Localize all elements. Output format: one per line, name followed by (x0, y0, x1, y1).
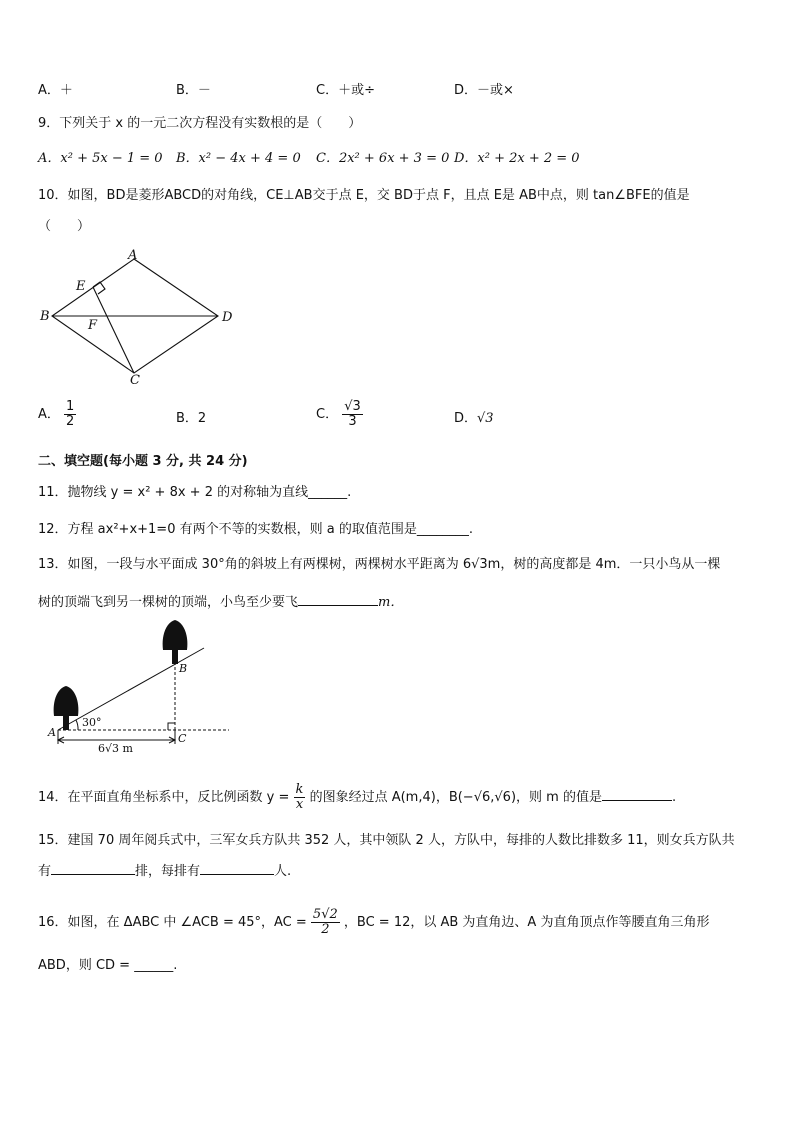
q10-option-d (454, 410, 494, 428)
q8-option-b: B．－ (176, 83, 211, 98)
frac-num: 5√2 (312, 907, 338, 922)
tree-right-crown (163, 620, 188, 650)
q14-part-a: 14．在平面直角坐标系中，反比例函数 y = (38, 790, 290, 805)
label-c: C (178, 732, 187, 745)
label-b: B (40, 309, 50, 324)
q8-option-a: A．＋ (38, 83, 73, 98)
q13-slope-figure (44, 620, 234, 755)
tree-right (163, 620, 188, 664)
frac-num: 1 (66, 399, 75, 414)
q15-blank-per-row (200, 862, 274, 875)
q10-stem-paren: （ ） (38, 219, 91, 234)
label-f: F (88, 318, 98, 333)
q10-option-c (316, 400, 363, 429)
q15-line1: 15．建国 70 周年阅兵式中，三军女兵方队共 352 人，其中领队 2 人，方队中，每排的人数比排数多 11，则女兵方队共 (38, 833, 735, 848)
q14-text (38, 783, 676, 812)
frac-den: 2 (321, 922, 330, 937)
q10-option-d-label: D． (454, 411, 478, 426)
q16-part-a: 16．如图，在 ΔABC 中 ∠ACB = 45°，AC = (38, 915, 307, 930)
q11-text: 11．抛物线 y = x² + 8x + 2 的对称轴为直线______. (38, 485, 352, 500)
q13-answer-blank (298, 593, 378, 606)
q12-text: 12．方程 ax²+x+1=0 有两个不等的实数根，则 a 的取值范围是________. (38, 522, 473, 537)
q13-unit: m． (378, 595, 404, 610)
q15-part-b: 排，每排有 (135, 864, 201, 879)
q10-option-a-label: A． (38, 407, 60, 422)
q15-blank-rows (51, 862, 135, 875)
q15-part-a: 有 (38, 864, 52, 879)
q16-line2: ABD，则 CD = ______. (38, 958, 178, 973)
q10-rhombus-figure (36, 245, 246, 390)
q9-option-b: B．x² − 4x + 4 = 0 (176, 151, 301, 166)
q8-option-c: C．＋或÷ (316, 83, 375, 98)
frac-num: k (295, 782, 304, 797)
frac-den: 3 (348, 414, 357, 429)
q10-stem: 10．如图，BD是菱形ABCD的对角线，CE⊥AB交于点 E，交 BD于点 F，且点 E是 AB中点，则 tan∠BFE的值是 (38, 188, 690, 203)
slope-line (58, 648, 204, 730)
label-e: E (76, 279, 86, 294)
frac-den: x (295, 797, 304, 812)
q15-part-c: 人. (274, 864, 292, 879)
label-c: C (130, 373, 140, 388)
frac-num: √3 (344, 399, 361, 414)
q10-option-a-fraction (64, 400, 76, 429)
q14-end: . (671, 790, 677, 805)
q8-option-d: D．－或× (454, 83, 514, 98)
q15-line2 (38, 862, 291, 881)
label-a: A (48, 726, 56, 739)
q14-part-b: 的图象经过点 A(m,4)，B(−√6,√6)，则 m 的值是 (309, 790, 602, 805)
q10-option-c-label: C． (316, 407, 339, 422)
q14-fraction (294, 783, 306, 812)
q10-option-b: B．2 (176, 411, 207, 426)
q13-line2 (38, 593, 403, 612)
label-distance: 6√3 m (98, 742, 133, 755)
frac-den: 2 (66, 414, 75, 429)
q9-option-a: A．x² + 5x − 1 = 0 (38, 151, 163, 166)
q9-option-d: D．x² + 2x + 2 = 0 (454, 151, 580, 166)
q10-option-c-fraction (342, 400, 363, 429)
q13-line1: 13．如图，一段与水平面成 30°角的斜坡上有两棵树，两棵树水平距离为 6√3m，树的高度都是 4m．一只小鸟从一棵 (38, 557, 721, 572)
q10-option-d-value: √3 (477, 411, 494, 426)
label-a: A (128, 248, 138, 263)
q16-line1 (38, 908, 709, 937)
q16-fraction (311, 908, 340, 937)
section-2-heading: 二、填空题(每小题 3 分, 共 24 分) (38, 454, 248, 469)
tree-left-trunk (63, 716, 69, 730)
tree-left (52, 686, 79, 730)
q9-stem: 9．下列关于 x 的一元二次方程没有实数根的是（ ） (38, 116, 362, 131)
right-angle-c (168, 723, 175, 730)
segment-ce (93, 287, 134, 373)
label-d: D (222, 310, 233, 325)
angle-arc (76, 720, 78, 730)
q14-answer-blank (602, 788, 672, 801)
label-b: B (179, 662, 188, 675)
q16-part-b: ，BC = 12，以 AB 为直角边、A 为直角顶点作等腰直角三角形 (343, 915, 710, 930)
q10-option-a (38, 400, 76, 429)
tree-right-trunk (172, 650, 178, 664)
q9-option-c: C．2x² + 6x + 3 = 0 (316, 151, 450, 166)
q13-line2-text: 树的顶端飞到另一棵树的顶端，小鸟至少要飞 (38, 595, 299, 610)
label-angle: 30° (82, 716, 102, 729)
